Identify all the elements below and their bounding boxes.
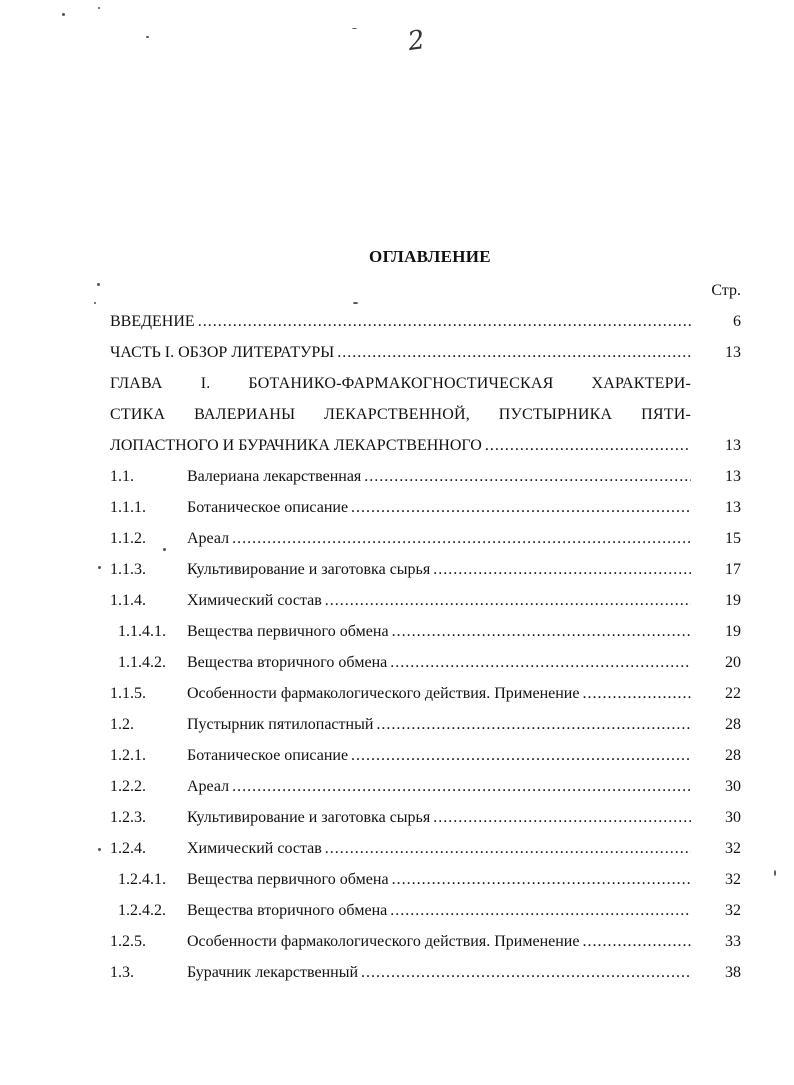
toc-entry-number: 1.2.4.2.	[118, 902, 166, 919]
toc-entry-title: ВВЕДЕНИЕ	[110, 313, 195, 330]
toc-leader-dots	[387, 895, 691, 926]
toc-entry	[110, 647, 741, 678]
toc-entry-title: Бурачник лекарственный	[187, 964, 359, 981]
toc-entry	[110, 957, 741, 988]
toc-entry-number: 1.2.	[110, 716, 134, 733]
toc-entry-number: 1.1.	[110, 468, 134, 485]
toc-entry-page: 13	[725, 344, 741, 361]
toc-entry-page: 20	[725, 654, 741, 671]
toc-leader-dots	[348, 740, 691, 771]
toc-entry-title: Вещества первичного обмена	[187, 623, 389, 640]
toc-entry-page: 32	[725, 840, 741, 857]
toc-entry-page: 13	[725, 468, 741, 485]
toc-leader-dots	[579, 678, 691, 709]
toc-entry-part-one	[110, 337, 741, 368]
toc-entry	[110, 864, 741, 895]
scan-speck	[146, 36, 149, 38]
toc-entry-title: Вещества первичного обмена	[187, 871, 389, 888]
toc-leader-dots	[358, 957, 691, 988]
toc-leader-dots	[195, 306, 691, 337]
toc-entry-title: Вещества вторичного обмена	[187, 654, 388, 671]
scan-speck	[98, 566, 101, 569]
toc-entry-page: 19	[725, 623, 741, 640]
toc-leader-dots	[322, 833, 691, 864]
toc-entry-title: ЧАСТЬ I. ОБЗОР ЛИТЕРАТУРЫ	[110, 344, 335, 361]
toc-entry-title: Валериана лекарственная	[187, 468, 362, 485]
toc-leader-dots	[387, 647, 691, 678]
scan-speck	[62, 13, 65, 16]
toc-leader-dots	[348, 492, 691, 523]
toc-entry-title: Культивирование и заготовка сырья	[187, 561, 431, 578]
toc-leader-dots	[334, 337, 691, 368]
toc-entry-number: 1.2.5.	[110, 933, 146, 950]
chapter-title-line-3: ЛОПАСТНОГО И БУРАЧНИКА ЛЕКАРСТВЕННОГО	[110, 437, 482, 454]
toc-entry-number: 1.3.	[110, 964, 134, 981]
toc-entry-page: 33	[725, 933, 741, 950]
toc-leader-dots	[373, 709, 691, 740]
toc-entry-page: 22	[725, 685, 741, 702]
toc-entry-page: 28	[725, 716, 741, 733]
toc-entry	[110, 833, 741, 864]
toc-entry	[110, 554, 741, 585]
toc-leader-dots	[430, 554, 691, 585]
toc-entry	[110, 895, 741, 926]
toc-entry-title: Ботаническое описание	[187, 499, 349, 516]
toc-entry	[110, 740, 741, 771]
toc-entry-page: 15	[725, 530, 741, 547]
toc-entry-page: 28	[725, 747, 741, 764]
chapter-title-line-1: ГЛАВА I. БОТАНИКО-ФАРМАКОГНОСТИЧЕСКАЯ ХАРАКТЕРИ-	[110, 375, 691, 392]
toc-entry-title: Ареал	[187, 530, 230, 547]
toc-entry-title: Особенности фармакологического действия. Применение	[187, 933, 580, 950]
toc-leader-dots	[430, 802, 691, 833]
toc-entry-page: 6	[733, 313, 741, 330]
toc-entry-page: 30	[725, 809, 741, 826]
scan-speck	[94, 302, 96, 304]
toc-entry-page: 38	[725, 964, 741, 981]
toc-entry-title: Ботаническое описание	[187, 747, 349, 764]
chapter-title-line-3-row	[110, 430, 741, 461]
toc-entry	[110, 678, 741, 709]
scan-speck	[97, 283, 100, 286]
handwritten-page-number: 2	[405, 24, 427, 58]
toc-leader-dots	[579, 926, 691, 957]
toc-entry-number: 1.2.4.	[110, 840, 146, 857]
toc-entry-title: Вещества вторичного обмена	[187, 902, 388, 919]
toc-entry-number: 1.2.3.	[110, 809, 146, 826]
toc-entry-title: Культивирование и заготовка сырья	[187, 809, 431, 826]
scan-speck	[98, 7, 100, 9]
toc-entry-number: 1.1.4.2.	[118, 654, 166, 671]
toc-entry-title: Ареал	[187, 778, 230, 795]
scan-speck	[353, 302, 358, 304]
toc-entry-number: 1.2.4.1.	[118, 871, 166, 888]
toc-entry-page: 17	[725, 561, 741, 578]
toc-entry-number: 1.2.1.	[110, 747, 146, 764]
toc-entry-introduction	[110, 306, 741, 337]
toc-leader-dots	[229, 523, 691, 554]
toc-leader-dots	[229, 771, 691, 802]
toc-entry	[110, 461, 741, 492]
toc-entry-page: 32	[725, 871, 741, 888]
toc-entry	[110, 926, 741, 957]
toc-entry-title: Химический состав	[187, 592, 322, 609]
toc-entry-title: Особенности фармакологического действия. Применение	[187, 685, 580, 702]
toc-entry-title: Химический состав	[187, 840, 322, 857]
toc-entry	[110, 709, 741, 740]
toc-entry-number: 1.1.3.	[110, 561, 146, 578]
toc-entry-number: 1.1.2.	[110, 530, 146, 547]
toc-entry-page: 32	[725, 902, 741, 919]
toc-leader-dots	[389, 864, 691, 895]
toc-entry-page: 19	[725, 592, 741, 609]
toc-entry-chapter-one	[110, 368, 741, 461]
toc-entry-number: 1.1.4.1.	[118, 623, 166, 640]
toc-leader-dots	[389, 616, 691, 647]
toc-entry-number: 1.1.5.	[110, 685, 146, 702]
chapter-title-line-2: СТИКА ВАЛЕРИАНЫ ЛЕКАРСТВЕННОЙ, ПУСТЫРНИКА ПЯТИ-	[110, 406, 691, 423]
toc-entry	[110, 771, 741, 802]
toc-entry	[110, 523, 741, 554]
toc-entry-page: 30	[725, 778, 741, 795]
toc-entry-page: 13	[725, 437, 741, 454]
toc-entry	[110, 802, 741, 833]
toc-entry	[110, 492, 741, 523]
scan-speck	[774, 870, 776, 876]
toc-leader-dots	[361, 461, 691, 492]
toc-entry	[110, 616, 741, 647]
toc-entry-page: 13	[725, 499, 741, 516]
page-title: ОГЛАВЛЕНИЕ	[369, 247, 491, 266]
table-of-contents	[110, 306, 741, 988]
page-column-header: Стр.	[711, 282, 741, 299]
toc-leader-dots	[482, 430, 691, 461]
scan-speck	[352, 28, 357, 29]
scan-speck	[98, 848, 101, 851]
toc-entry-number: 1.1.4.	[110, 592, 146, 609]
toc-leader-dots	[322, 585, 691, 616]
toc-entry	[110, 585, 741, 616]
toc-entry-number: 1.2.2.	[110, 778, 146, 795]
toc-entry-number: 1.1.1.	[110, 499, 146, 516]
toc-entry-title: Пустырник пятилопастный	[187, 716, 374, 733]
